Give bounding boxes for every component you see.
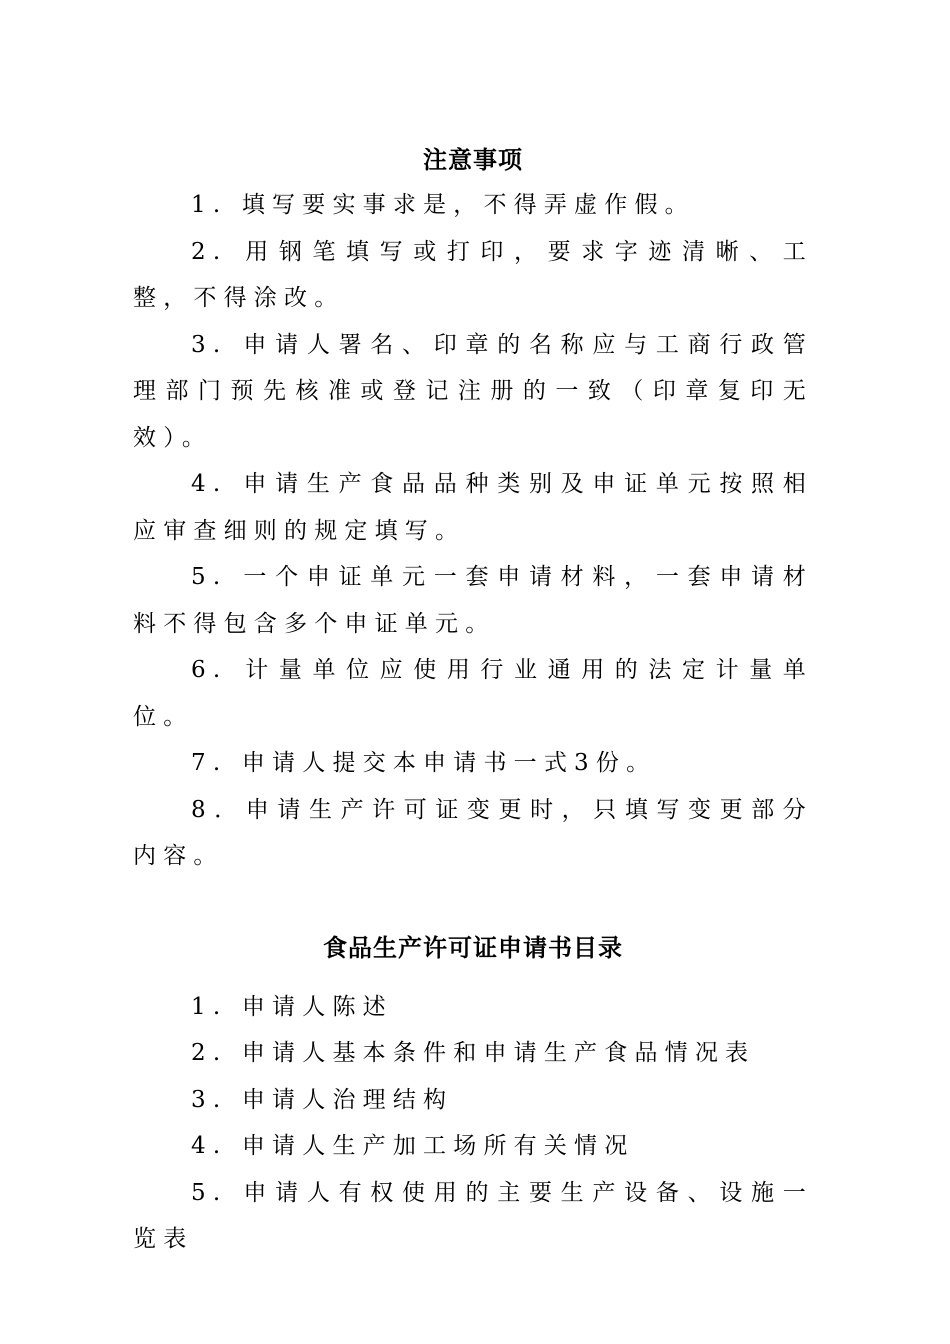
toc-item-5: 5. 申请人有权使用的主要生产设备、设施一览表 xyxy=(133,1179,813,1252)
note-item-2: 2. 用钢笔填写或打印，要求字迹清晰、工整，不得涂改。 xyxy=(133,238,813,311)
document-page xyxy=(133,140,813,1263)
note-item-4: 4. 申请生产食品品种类别及申证单元按照相应审查细则的规定填写。 xyxy=(133,471,813,544)
toc-item-3: 3. 申请人治理结构 xyxy=(191,1086,454,1113)
notes-section xyxy=(133,140,813,880)
note-item-7: 7. 申请人提交本申请书一式3份。 xyxy=(191,750,657,776)
toc-item-1: 1. 申请人陈述 xyxy=(191,993,393,1020)
toc-item-2: 2. 申请人基本条件和申请生产食品情况表 xyxy=(191,1040,756,1066)
notes-title: 注意事项 xyxy=(423,146,523,174)
notes-list xyxy=(133,182,813,880)
toc-section xyxy=(133,928,813,1263)
note-item-1: 1. 填写要实事求是，不得弄虚作假。 xyxy=(191,192,695,218)
toc-title: 食品生产许可证申请书目录 xyxy=(323,933,623,962)
note-item-3: 3. 申请人署名、印章的名称应与工商行政管理部门预先核准或登记注册的一致（印章复印无效）。 xyxy=(133,331,813,451)
note-item-8: 8．申请生产许可证变更时，只填写变更部分内容。 xyxy=(133,796,813,869)
note-item-6: 6. 计量单位应使用行业通用的法定计量单位。 xyxy=(133,657,813,730)
toc-list xyxy=(133,984,813,1263)
note-item-5: 5. 一个申证单元一套申请材料，一套申请材料不得包含多个申证单元。 xyxy=(133,564,813,637)
toc-item-4: 4. 申请人生产加工场所有关情况 xyxy=(191,1133,635,1159)
